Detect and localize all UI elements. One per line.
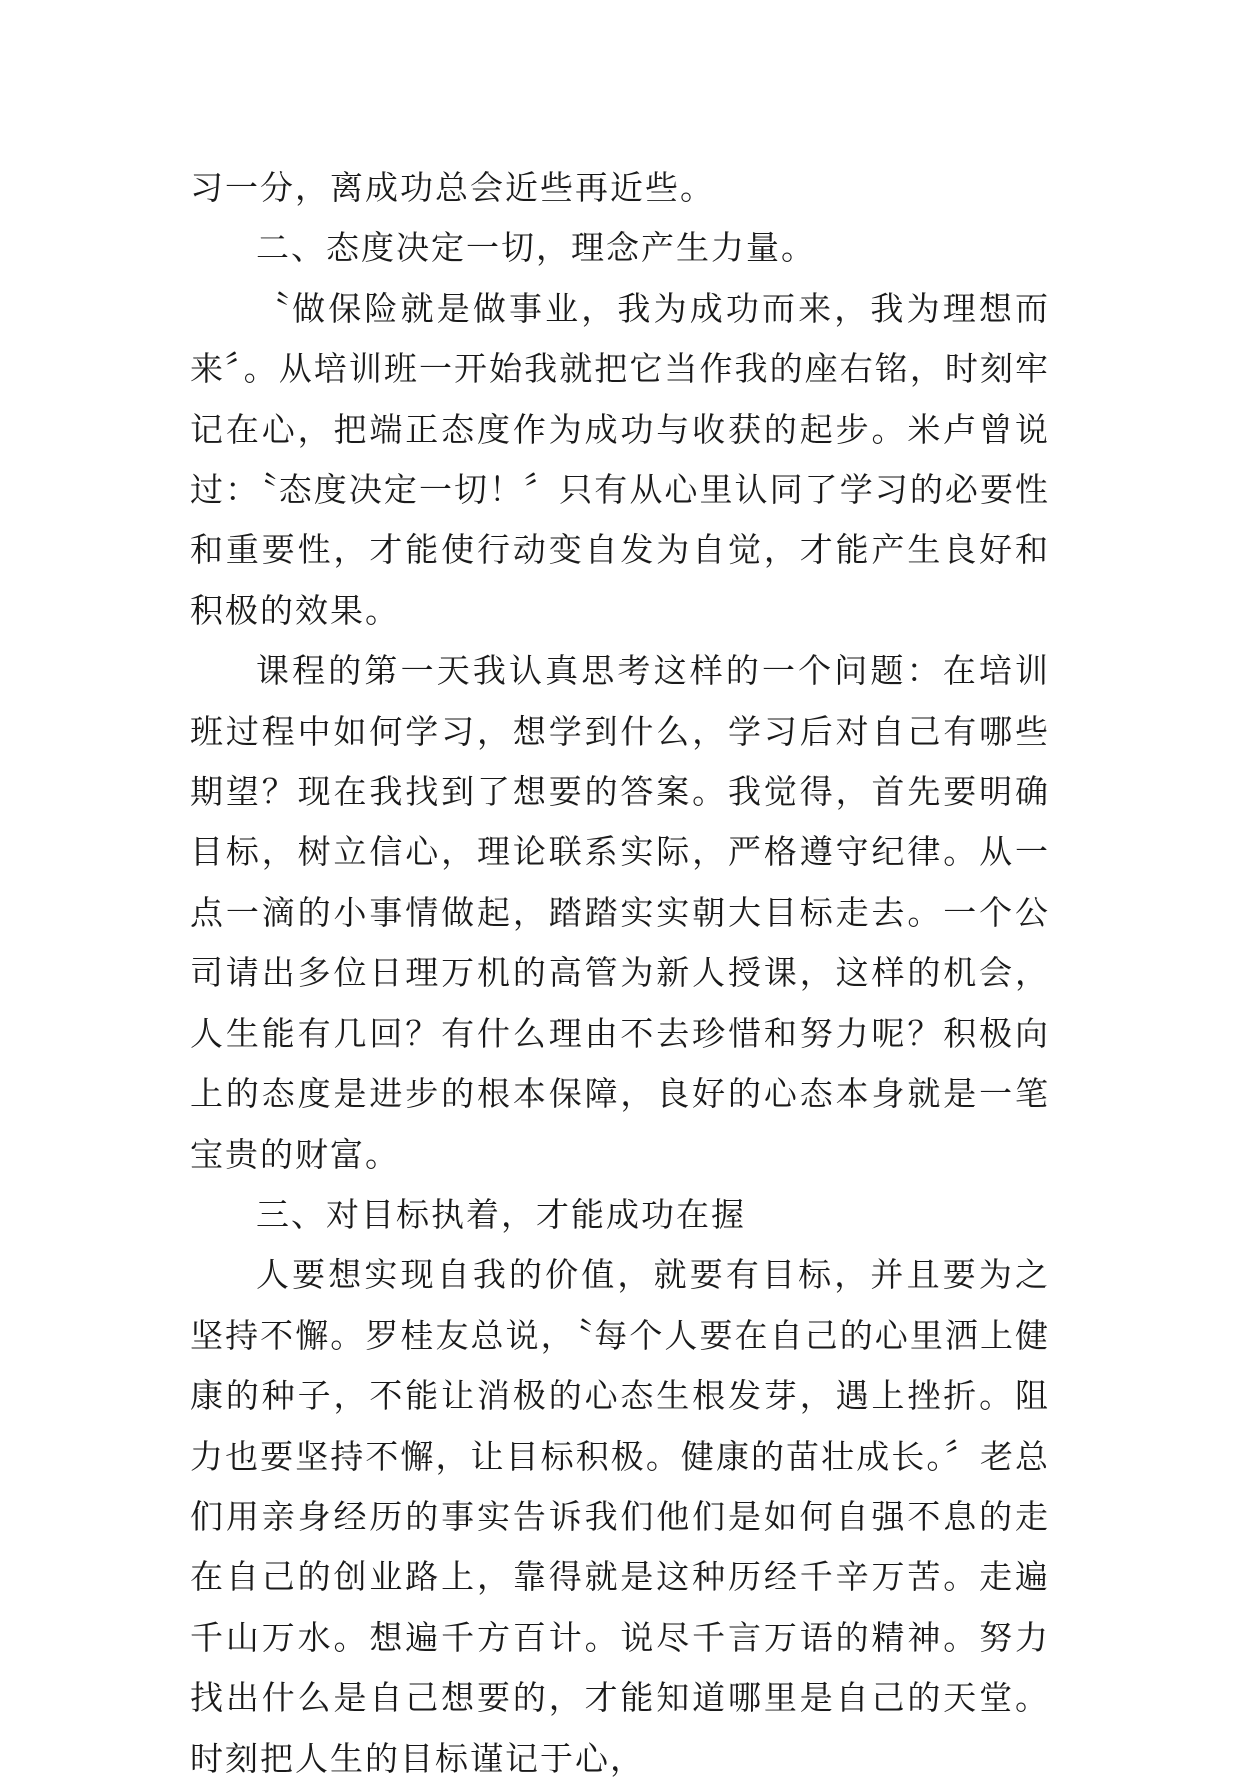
- paragraph-self-value: 人要想实现自我的价值，就要有目标，并且要为之坚持不懈。罗桂友总说，〝每个人要在自己的心里洒上健康的种子，不能让消极的心态生根发芽，遇上挫折。阻力也要坚持不懈，让目标积极。健康的苗壮成长。〞老总们用亲身经历的事实告诉我们他们是如何自强不息的走在自己的创业路上，靠得就是这种历经千辛万苦。走遍千山万水。想遍千方百计。说尽千言万语的精神。努力找出什么是自己想要的，才能知道哪里是自己的天堂。时刻把人生的目标谨记于心，: [190, 1255, 1050, 1778]
- section-heading-goals: 三、对目标执着，才能成功在握: [256, 1194, 746, 1234]
- document-body: [190, 158, 1050, 1789]
- paragraph-continuation: 习一分，离成功总会近些再近些。: [190, 168, 715, 207]
- section-heading-attitude: 二、态度决定一切，理念产生力量。: [256, 228, 816, 268]
- paragraph-insurance-career: 〝做保险就是做事业，我为成功而来，我为理想而来〞。从培训班一开始我就把它当作我的座右铭，时刻牢记在心，把端正态度作为成功与收获的起步。米卢曾说过：〝态度决定一切！〞只有从心里认同了学习的必要性和重要性，才能使行动变自发为自觉，才能产生良好和积极的效果。: [190, 288, 1050, 630]
- paragraph-first-day-reflection: 课程的第一天我认真思考这样的一个问题：在培训班过程中如何学习，想学到什么，学习后对自己有哪些期望？现在我找到了想要的答案。我觉得，首先要明确目标，树立信心，理论联系实际，严格遵守纪律。从一点一滴的小事情做起，踏踏实实朝大目标走去。一个公司请出多位日理万机的高管为新人授课，这样的机会，人生能有几回？有什么理由不去珍惜和努力呢？积极向上的态度是进步的根本保障，良好的心态本身就是一笔宝贵的财富。: [190, 651, 1050, 1174]
